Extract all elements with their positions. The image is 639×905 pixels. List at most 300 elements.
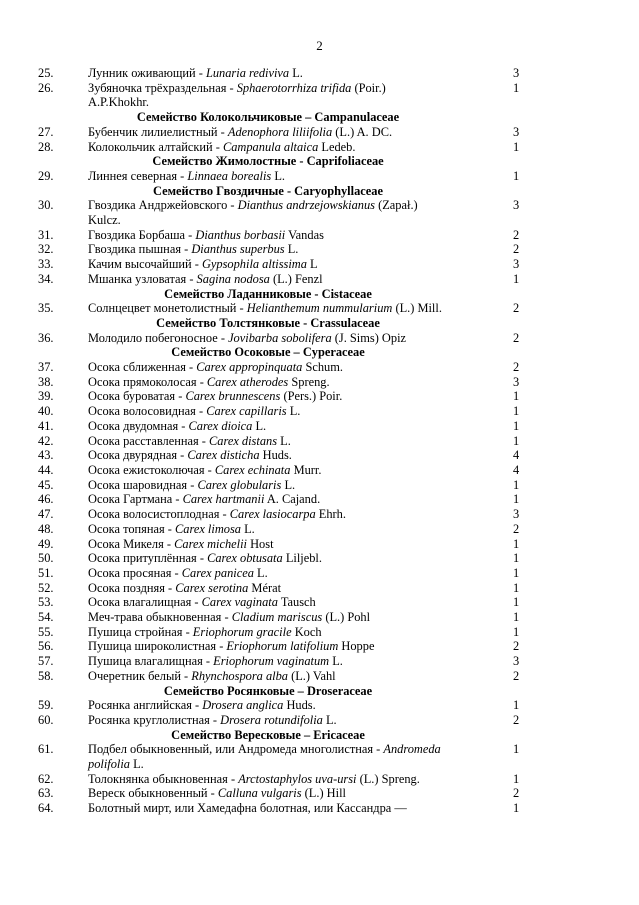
species-row — [0, 434, 639, 449]
author: L. — [274, 168, 286, 183]
row-number: 40. — [38, 404, 54, 419]
name-separator: - — [180, 668, 192, 683]
author: L. — [284, 477, 296, 492]
russian-name: Колокольчик алтайский — [88, 139, 213, 154]
name-separator: - — [217, 330, 229, 345]
count-value: 2 — [513, 639, 520, 654]
row-number: 41. — [38, 418, 54, 433]
row-number: 53. — [38, 595, 54, 610]
latin-name: Carex brunnescens — [185, 389, 281, 404]
russian-name: Зубяночка трёхраздельная — [88, 80, 227, 95]
row-number: 56. — [38, 639, 54, 654]
latin-name: Eriophorum vaginatum — [213, 654, 330, 669]
author: (J. Sims) Opiz — [334, 330, 407, 345]
row-number: 31. — [38, 227, 54, 242]
russian-name: Пушица влагалищная — [88, 654, 203, 669]
russian-name: Осока ежистоколючая — [88, 462, 205, 477]
family-heading: Семейство Росянковые – Droseraceae — [163, 683, 373, 698]
name-separator: - — [204, 462, 215, 477]
species-row — [0, 566, 639, 581]
latin-name: Dianthus andrzejowskianus — [237, 198, 375, 213]
row-number: 61. — [38, 742, 54, 757]
species-name — [88, 198, 448, 227]
count-value: 1 — [513, 610, 520, 625]
author: Huds. — [262, 448, 292, 463]
latin-name: Carex dioica — [188, 418, 253, 433]
count-value: 1 — [513, 80, 520, 95]
count-value: 2 — [513, 360, 520, 375]
latin-name: Carex capillaris — [206, 404, 287, 419]
author: Tausch — [280, 595, 316, 610]
species-row — [0, 66, 639, 81]
row-number: 39. — [38, 389, 54, 404]
count-value: 1 — [513, 801, 520, 816]
count-value: 1 — [513, 595, 520, 610]
row-number: 47. — [38, 507, 54, 522]
name-separator: - — [202, 654, 214, 669]
name-separator: - — [209, 712, 221, 727]
count-value: 3 — [513, 257, 520, 272]
latin-name: Eriophorum gracile — [192, 624, 292, 639]
row-number: 54. — [38, 610, 54, 625]
author: Huds. — [286, 698, 316, 713]
latin-name: Carex lasiocarpa — [229, 507, 316, 522]
page-number: 2 — [316, 38, 323, 53]
row-number: 60. — [38, 712, 54, 727]
count-value: 1 — [513, 742, 520, 757]
russian-name: Солнцецвет монетолистный — [88, 301, 237, 316]
count-value: 1 — [513, 418, 520, 433]
species-row — [0, 198, 639, 227]
species-row — [0, 492, 639, 507]
name-separator: - — [219, 507, 230, 522]
count-value: 1 — [513, 580, 520, 595]
row-number: 51. — [38, 565, 54, 580]
species-row — [0, 448, 639, 463]
family-heading: Семейство Вересковые – Ericaceae — [171, 727, 365, 742]
species-name — [88, 463, 448, 478]
name-separator: - — [191, 257, 202, 272]
species-name — [88, 507, 448, 522]
russian-name: Осока просяная — [88, 565, 172, 580]
latin-name: Calluna vulgaris — [217, 786, 302, 801]
row-number: 58. — [38, 668, 54, 683]
latin-name: Carex hartmanii — [182, 492, 265, 507]
count-value: 3 — [513, 124, 520, 139]
species-row — [0, 669, 639, 684]
russian-name: Меч-трава обыкновенная — [88, 610, 222, 625]
count-value: 1 — [513, 492, 520, 507]
russian-name: Гвоздика Борбаша — [88, 227, 186, 242]
name-separator: - — [196, 551, 208, 566]
author: (L.) Hill — [304, 786, 346, 801]
row-number: 29. — [38, 168, 54, 183]
species-row — [0, 125, 639, 140]
russian-name: Мшанка узловатая — [88, 271, 187, 286]
species-row — [0, 169, 639, 184]
species-name — [88, 639, 448, 654]
species-row — [0, 786, 639, 801]
russian-name: Осока расставленная — [88, 433, 199, 448]
count-value: 1 — [513, 168, 520, 183]
species-row — [0, 698, 639, 713]
latin-name: Sphaerotorrhiza trifida — [236, 80, 352, 95]
latin-name: Carex vaginata — [201, 595, 278, 610]
name-separator: - — [178, 418, 189, 433]
author: Ledeb. — [321, 139, 356, 154]
species-row — [0, 610, 639, 625]
latin-name: Carex limosa — [175, 521, 241, 536]
latin-name: Carex serotina — [175, 580, 249, 595]
count-value: 1 — [513, 433, 520, 448]
author: (Zapał.) Kulcz. — [88, 198, 418, 228]
author: Liljebl. — [285, 551, 322, 566]
latin-name: Rhynchospora alba — [191, 668, 288, 683]
russian-name: Осока Гартмана — [88, 492, 173, 507]
species-row — [0, 713, 639, 728]
latin-name: Carex distans — [209, 433, 278, 448]
name-separator: - — [164, 580, 176, 595]
species-row — [0, 772, 639, 787]
russian-name: Осока влагалищная — [88, 595, 192, 610]
species-row — [0, 522, 639, 537]
species-name — [88, 595, 448, 610]
name-separator: - — [212, 139, 223, 154]
species-name — [88, 125, 448, 140]
author: L. — [133, 757, 144, 772]
count-value: 1 — [513, 551, 520, 566]
row-number: 30. — [38, 198, 54, 213]
species-name — [88, 81, 448, 110]
family-heading: Семейство Гвоздичные - Caryophyllaceae — [153, 183, 383, 198]
author: Spreng. — [291, 374, 330, 389]
russian-name: Осока поздняя — [88, 580, 165, 595]
species-name — [88, 228, 448, 243]
species-name — [88, 742, 448, 771]
species-row — [0, 507, 639, 522]
species-name — [88, 257, 448, 272]
author: (Pers.) Poir. — [283, 389, 343, 404]
latin-name: Helianthemum nummularium — [246, 301, 393, 316]
row-number: 46. — [38, 492, 54, 507]
species-row — [0, 404, 639, 419]
species-name — [88, 272, 448, 287]
species-name — [88, 331, 448, 346]
row-number: 50. — [38, 551, 54, 566]
russian-name: Осока буроватая — [88, 389, 176, 404]
species-name — [88, 551, 448, 566]
russian-name: Гвоздика пышная — [88, 242, 182, 257]
name-separator: - — [187, 477, 198, 492]
count-value: 3 — [513, 66, 520, 80]
count-value: 1 — [513, 771, 520, 786]
count-value: 1 — [513, 477, 520, 492]
count-value: 1 — [513, 139, 520, 154]
count-value: 2 — [513, 668, 520, 683]
row-number: 64. — [38, 801, 54, 816]
name-separator: - — [171, 565, 182, 580]
species-name — [88, 537, 448, 552]
author: (L.) A. DC. — [335, 124, 393, 139]
row-number: 42. — [38, 433, 54, 448]
row-number: 35. — [38, 301, 54, 316]
species-name — [88, 448, 448, 463]
species-row — [0, 375, 639, 390]
count-value: 3 — [513, 198, 520, 213]
species-row — [0, 595, 639, 610]
row-number: 59. — [38, 698, 54, 713]
row-number: 49. — [38, 536, 54, 551]
russian-name: Качим высочайший — [88, 257, 192, 272]
count-value: 1 — [513, 536, 520, 551]
name-separator: - — [217, 124, 228, 139]
russian-name: Подбел обыкновенный, или Андромеда многолистная — [88, 742, 374, 757]
row-number: 34. — [38, 271, 54, 286]
russian-name: Осока волосистоплодная — [88, 507, 220, 522]
count-value: 1 — [513, 404, 520, 419]
author: L — [310, 257, 318, 272]
name-separator: - — [236, 301, 247, 316]
species-row — [0, 639, 639, 654]
latin-name: Carex atherodes — [206, 374, 289, 389]
species-name — [88, 375, 448, 390]
name-separator: - — [207, 786, 218, 801]
russian-name: Осока сближенная — [88, 360, 186, 375]
row-number: 25. — [38, 66, 54, 80]
count-value: 3 — [513, 507, 520, 522]
latin-name: Carex echinata — [214, 462, 291, 477]
latin-name: Arctostaphylos uva-ursi — [238, 771, 357, 786]
species-row — [0, 537, 639, 552]
name-separator: - — [164, 521, 176, 536]
row-number: 36. — [38, 330, 54, 345]
count-value: 3 — [513, 374, 520, 389]
author: Host — [250, 536, 274, 551]
russian-name: Осока двудомная — [88, 418, 179, 433]
author: (L.) Mill. — [395, 301, 442, 316]
row-number: 52. — [38, 580, 54, 595]
russian-name: Вереск обыкновенный — [88, 786, 208, 801]
species-row — [0, 301, 639, 316]
species-row — [0, 81, 639, 110]
russian-name: Толокнянка обыкновенная — [88, 771, 228, 786]
russian-name: Осока притуплённая — [88, 551, 197, 566]
name-separator: - — [185, 227, 196, 242]
species-row — [0, 742, 639, 771]
species-name — [88, 389, 448, 404]
russian-name: Лунник оживающий — [88, 66, 196, 80]
russian-name: Осока шаровидная — [88, 477, 188, 492]
count-value: 4 — [513, 448, 520, 463]
name-separator: - — [198, 433, 209, 448]
count-value: 1 — [513, 271, 520, 286]
russian-name: Бубенчик лилиелистный — [88, 124, 218, 139]
author: (Poir.) A.P.Khokhr. — [88, 80, 386, 110]
row-number: 55. — [38, 624, 54, 639]
species-row — [0, 419, 639, 434]
latin-name: Linnaea borealis — [187, 168, 272, 183]
species-name — [88, 242, 448, 257]
species-name — [88, 713, 448, 728]
latin-name: Jovibarba sobolifera — [228, 330, 332, 345]
author: (L.) Fenzl — [272, 271, 323, 286]
family-heading: Семейство Ладанниковые - Cistaceae — [164, 286, 372, 301]
author: A. Cajand. — [266, 492, 321, 507]
species-name — [88, 654, 448, 669]
species-name — [88, 625, 448, 640]
author: Vandas — [288, 227, 324, 242]
species-row — [0, 654, 639, 669]
name-separator: - — [221, 610, 232, 625]
count-value: 2 — [513, 242, 520, 257]
name-separator: - — [195, 404, 207, 419]
count-value: 2 — [513, 786, 520, 801]
name-separator: - — [181, 242, 192, 257]
latin-name: Dianthus borbasii — [195, 227, 286, 242]
russian-name: Осока волосовидная — [88, 404, 196, 419]
name-separator: - — [226, 80, 237, 95]
count-value: 2 — [513, 521, 520, 536]
russian-name: Очеретник белый — [88, 668, 181, 683]
latin-name: Sagina nodosa — [196, 271, 270, 286]
family-heading: Семейство Жимолостные - Caprifoliaceae — [152, 154, 384, 169]
family-heading: Семейство Осоковые – Cyperaceae — [171, 345, 365, 360]
row-number: 45. — [38, 477, 54, 492]
row-number: 62. — [38, 771, 54, 786]
latin-name: Carex appropinquata — [196, 360, 303, 375]
russian-name: Осока топяная — [88, 521, 165, 536]
author: L. — [292, 66, 303, 80]
species-name — [88, 404, 448, 419]
row-number: 37. — [38, 360, 54, 375]
species-name — [88, 581, 448, 596]
latin-name: Adenophora liliifolia — [227, 124, 333, 139]
author: L. — [257, 565, 268, 580]
species-row — [0, 389, 639, 404]
latin-name: Cladium mariscus — [231, 610, 323, 625]
row-number: 28. — [38, 139, 54, 154]
species-row — [0, 801, 639, 816]
species-name — [88, 522, 448, 537]
species-row — [0, 581, 639, 596]
name-separator: - — [227, 198, 238, 213]
count-value: 2 — [513, 227, 520, 242]
latin-name: Carex disticha — [187, 448, 260, 463]
author: L. — [332, 654, 343, 669]
name-separator: - — [177, 448, 188, 463]
species-list — [0, 66, 639, 816]
russian-name: Росянка английская — [88, 698, 192, 713]
name-separator: - — [216, 639, 227, 654]
author: (L.) Vahl — [291, 668, 336, 683]
row-number: 44. — [38, 462, 54, 477]
latin-name: Campanula altaica — [222, 139, 319, 154]
author: (L.) Pohl — [325, 610, 371, 625]
latin-name: Eriophorum latifolium — [226, 639, 339, 654]
latin-name: Carex michelii — [174, 536, 247, 551]
row-number: 57. — [38, 654, 54, 669]
russian-name: Пушица широколистная — [88, 639, 217, 654]
species-row — [0, 360, 639, 375]
species-name — [88, 492, 448, 507]
author: Mérat — [251, 580, 282, 595]
name-separator: - — [373, 742, 384, 757]
species-name — [88, 301, 448, 316]
russian-name: Осока прямоколосая — [88, 374, 197, 389]
author: L. — [325, 712, 337, 727]
count-value: 2 — [513, 712, 520, 727]
author: L. — [287, 242, 299, 257]
species-row — [0, 551, 639, 566]
latin-name: Gypsophila altissima — [201, 257, 307, 272]
latin-name: Andromeda polifolia — [88, 742, 441, 772]
family-heading: Семейство Толстянковые - Crassulaceae — [156, 315, 380, 330]
name-separator: - — [185, 360, 197, 375]
author: Murr. — [293, 462, 322, 477]
species-row — [0, 478, 639, 493]
latin-name: Drosera rotundifolia — [220, 712, 323, 727]
author: Schum. — [305, 360, 343, 375]
count-value: 1 — [513, 389, 520, 404]
row-number: 48. — [38, 521, 54, 536]
author: Koch — [294, 624, 322, 639]
name-separator: - — [175, 389, 186, 404]
row-number: 26. — [38, 80, 54, 95]
row-number: 27. — [38, 124, 54, 139]
name-separator: - — [191, 595, 202, 610]
species-name — [88, 801, 448, 816]
russian-name: Пушица стройная — [88, 624, 183, 639]
count-value: 2 — [513, 330, 520, 345]
author: L. — [289, 404, 301, 419]
author: L. — [255, 418, 267, 433]
species-name — [88, 566, 448, 581]
count-value: 3 — [513, 654, 520, 669]
author: (L.) Spreng. — [359, 771, 420, 786]
russian-name: Осока Микеля — [88, 536, 164, 551]
species-name — [88, 698, 448, 713]
species-row — [0, 272, 639, 287]
name-separator: - — [177, 168, 188, 183]
name-separator: - — [191, 698, 203, 713]
name-separator: - — [172, 492, 183, 507]
count-value: 4 — [513, 462, 520, 477]
name-separator: - — [227, 771, 239, 786]
species-row — [0, 331, 639, 346]
russian-name: Молодило побегоносное — [88, 330, 218, 345]
author: Ehrh. — [318, 507, 346, 522]
species-name — [88, 66, 448, 81]
family-heading: Семейство Колокольчиковые – Campanulaceae — [136, 110, 400, 125]
russian-name: Гвоздика Андржейовского — [88, 198, 228, 213]
species-name — [88, 669, 448, 684]
name-separator: - — [195, 66, 206, 80]
species-row — [0, 463, 639, 478]
species-name — [88, 610, 448, 625]
author: Hoppe — [341, 639, 375, 654]
row-number: 33. — [38, 257, 54, 272]
latin-name: Dianthus superbus — [191, 242, 285, 257]
species-name — [88, 360, 448, 375]
russian-name: Осока двурядная — [88, 448, 178, 463]
count-value: 1 — [513, 624, 520, 639]
species-row — [0, 257, 639, 272]
name-separator: - — [196, 374, 207, 389]
count-value: 2 — [513, 301, 520, 316]
row-number: 43. — [38, 448, 54, 463]
russian-name: Линнея северная — [88, 168, 178, 183]
name-separator: - — [163, 536, 175, 551]
